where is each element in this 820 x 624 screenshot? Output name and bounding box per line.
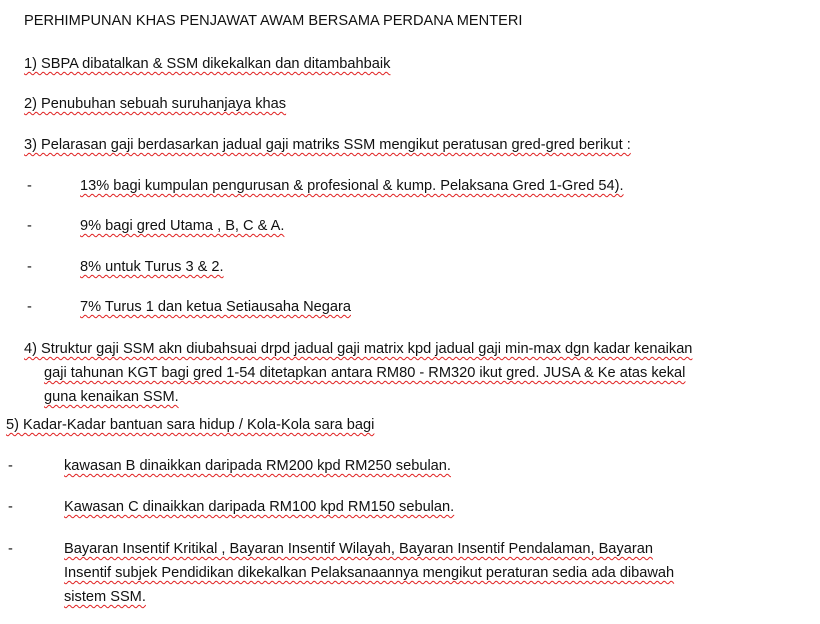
item-3b: 9% bagi gred Utama , B, C & A. — [80, 218, 285, 234]
bullet-dash: - — [27, 218, 32, 234]
item-4-line-3: guna kenaikan SSM. — [44, 389, 179, 405]
item-5c-line-2: Insentif subjek Pendidikan dikekalkan Pelaksanaannya mengikut peraturan sedia ada dibawah — [64, 565, 675, 581]
document-title: PERHIMPUNAN KHAS PENJAWAT AWAM BERSAMA PERDANA MENTERI — [24, 13, 523, 29]
item-2: 2) Penubuhan sebuah suruhanjaya khas — [24, 96, 287, 112]
bullet-dash: - — [27, 178, 32, 194]
item-3a: 13% bagi kumpulan pengurusan & profesional & kump. Pelaksana Gred 1-Gred 54). — [80, 178, 624, 194]
bullet-dash: - — [27, 259, 32, 275]
item-5a: kawasan B dinaikkan daripada RM200 kpd RM250 sebulan. — [64, 458, 451, 474]
bullet-dash: - — [8, 541, 13, 557]
item-5c-line-3: sistem SSM. — [64, 589, 146, 605]
bullet-dash: - — [27, 299, 32, 315]
item-5b: Kawasan C dinaikkan daripada RM100 kpd RM150 sebulan. — [64, 499, 455, 515]
item-1: 1) SBPA dibatalkan & SSM dikekalkan dan ditambahbaik — [24, 56, 391, 72]
item-5: 5) Kadar-Kadar bantuan sara hidup / Kola-Kola sara bagi — [6, 417, 375, 433]
item-4-line-2: gaji tahunan KGT bagi gred 1-54 ditetapkan antara RM80 - RM320 ikut gred. JUSA & Ke atas kekal — [44, 365, 686, 381]
bullet-dash: - — [8, 499, 13, 515]
item-5c-line-1: Bayaran Insentif Kritikal , Bayaran Insentif Wilayah, Bayaran Insentif Pendalaman, Bayaran — [64, 541, 653, 557]
item-3c: 8% untuk Turus 3 & 2. — [80, 259, 224, 275]
bullet-dash: - — [8, 458, 13, 474]
item-4-line-1: 4) Struktur gaji SSM akn diubahsuai drpd jadual gaji matrix kpd jadual gaji min-max dgn kadar kenaikan — [24, 341, 693, 357]
item-3d: 7% Turus 1 dan ketua Setiausaha Negara — [80, 299, 351, 315]
item-3: 3) Pelarasan gaji berdasarkan jadual gaji matriks SSM mengikut peratusan gred-gred berikut : — [24, 137, 631, 153]
